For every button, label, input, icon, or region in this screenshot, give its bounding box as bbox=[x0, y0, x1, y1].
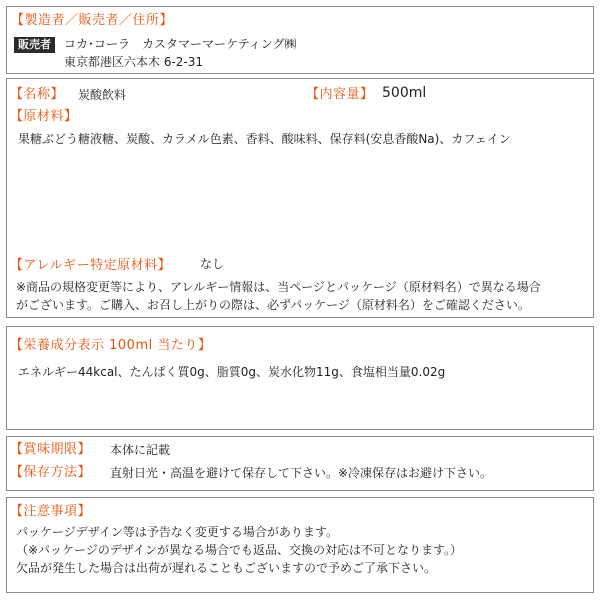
company-address: 東京都港区六本木 6-2-31 bbox=[64, 55, 204, 69]
notes-line3: 欠品が発生した場合は出荷が遅れることもございますので予めご了承下さい。 bbox=[16, 561, 437, 575]
expiry-header: 【賞味期限】 bbox=[10, 442, 92, 457]
notes-line1: パッケージデザイン等は予告なく変更する場合があります。 bbox=[16, 525, 338, 539]
notes-line2: （※パッケージのデザインが異なる場合でも返品、交換の対応は不可となります。） bbox=[16, 543, 463, 557]
ingredients-header: 【原材料】 bbox=[10, 109, 78, 124]
expiry-value: 本体に記載 bbox=[110, 443, 171, 457]
seller-badge: 販売者 bbox=[14, 37, 55, 53]
allergen-note-line1: ※商品の規格変更等により、アレルギー情報は、当ページとパッケージ（原材料名）で異なる場合 bbox=[16, 280, 541, 294]
allergen-note-line2: がございます。ご購入、お召し上がりの際は、必ずパッケージ（原材料名）をご確認ください。 bbox=[16, 298, 530, 312]
manufacturer-header: 【製造者／販売者／住所】 bbox=[11, 13, 174, 28]
storage-header: 【保存方法】 bbox=[10, 465, 92, 480]
volume-value: 500ml bbox=[382, 85, 427, 101]
company-name: コカ･コーラ カスタマーマーケティング㈱ bbox=[64, 37, 297, 51]
ingredients-value: 果糖ぶどう糖液糖、炭酸、カラメル色素、香料、酸味料、保存料(安息香酸Na)、カフェイン bbox=[18, 132, 511, 146]
name-value: 炭酸飲料 bbox=[78, 88, 127, 102]
storage-value: 直射日光・高温を避けて保存して下さい。※冷凍保存はお避け下さい。 bbox=[110, 466, 493, 480]
nutrition-header: 【栄養成分表示 100ml 当たり】 bbox=[10, 338, 212, 353]
nutrition-value: エネルギー44kcal、たんぱく質0g、脂質0g、炭水化物11g、食塩相当量0.02g bbox=[18, 365, 446, 379]
name-header: 【名称】 bbox=[10, 87, 65, 102]
storage-panel bbox=[6, 436, 594, 491]
allergen-header: 【アレルギー特定原材料】 bbox=[10, 258, 172, 273]
volume-header: 【内容量】 bbox=[306, 87, 374, 102]
notes-header: 【注意事項】 bbox=[10, 504, 92, 519]
allergen-value: なし bbox=[200, 257, 225, 271]
